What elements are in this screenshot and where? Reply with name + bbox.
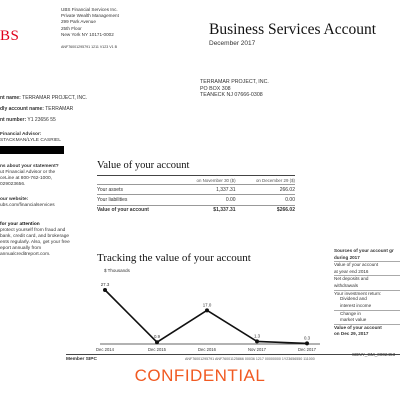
total-value-november: $1,337.31: [213, 207, 236, 214]
x-tick-label: Dec 2017: [298, 347, 316, 352]
questions-line: ut Financial Advisor or the: [0, 170, 56, 175]
changes-foot: Value of your account: [334, 324, 382, 330]
changes-row: Your investment return:: [334, 290, 382, 296]
data-point: [255, 339, 259, 343]
chart-marks: [96, 282, 317, 352]
changes-indent-row: Change in: [340, 310, 361, 316]
attention-line: ents regularly. Also, get your free: [0, 240, 70, 245]
account-info: [0, 95, 87, 128]
account-name-row: [0, 95, 87, 106]
questions-line: 029023656.: [0, 182, 26, 187]
member-sipc: Member SIPC: [66, 357, 97, 362]
attention-block: [0, 222, 70, 258]
data-point: [205, 308, 209, 312]
sender-line: New York NY 10171-0002: [61, 31, 114, 37]
ubs-logo: BS: [0, 28, 20, 44]
friendly-name-row: [0, 106, 87, 117]
website-title: our website:: [0, 197, 29, 202]
tracking-section-title: Tracking the value of your account: [97, 252, 251, 264]
recipient-line: PO BOX 308: [200, 85, 231, 92]
account-number-row: [0, 117, 87, 128]
account-name-label: nt name:: [0, 95, 21, 101]
friendly-name-value: TERRAMAR: [45, 106, 74, 112]
redaction-bar: [0, 146, 64, 154]
confidential-stamp: CONFIDENTIAL: [134, 366, 266, 385]
changes-foot: on Dec 29, 2017: [334, 330, 369, 336]
table-row: [97, 185, 295, 195]
attention-title: for your attention: [0, 222, 40, 227]
recipient-address: [200, 79, 269, 99]
questions-block: [0, 164, 59, 188]
changes-indent-row: market value: [334, 316, 400, 324]
advisor-title: Financial Advisor:: [0, 132, 42, 137]
data-point: [305, 341, 309, 345]
row-value-december: 266.02: [236, 185, 295, 195]
advisor-block: [0, 132, 61, 144]
account-name-value: TERRAMAR PROJECT, INC.: [22, 95, 88, 101]
value-table: [97, 176, 295, 215]
total-label: Value of your account: [97, 207, 149, 214]
data-label: 0.9: [153, 334, 161, 340]
data-point: [155, 340, 159, 344]
table-total-row: [97, 205, 295, 215]
tracking-line-chart: [95, 266, 325, 356]
chart-unit-label: $ Thousands: [104, 268, 130, 273]
changes-row: Value of your account: [334, 262, 379, 268]
attention-line: eport annually from: [0, 246, 42, 251]
data-label: 27.3: [100, 282, 110, 287]
attention-line: bank, credit card, and brokerage: [0, 234, 70, 239]
attention-line: annualcreditreport.com.: [0, 252, 51, 257]
website-link[interactable]: ubs.com/financialservices: [0, 203, 55, 208]
account-number-value: Y1 23656 55: [27, 117, 56, 123]
x-tick-label: Dec 2015: [148, 347, 166, 352]
footer-rule: [66, 354, 400, 355]
sender-line: Private Wealth Management: [61, 13, 119, 19]
recipient-line: TERRAMAR PROJECT, INC.: [200, 79, 269, 85]
row-value-november: 0.00: [176, 195, 235, 205]
bates-number: SDNY_GM_0002453: [352, 352, 396, 357]
row-label: Your assets: [97, 185, 176, 195]
sender-line: 25th Floor: [61, 25, 82, 31]
recipient-line: TEANECK NJ 07666-0308: [200, 92, 263, 99]
x-tick-label: Dec 2016: [198, 347, 216, 352]
header-col-november: on November 30 ($): [176, 176, 235, 185]
sender-line: UBS Financial Services Inc.: [61, 7, 118, 12]
changes-row: Net deposits and: [334, 276, 369, 282]
changes-indent-row: interest income: [334, 302, 400, 310]
data-label: 1.3: [253, 333, 261, 339]
questions-line: ceLine at 800-762-1000,: [0, 176, 53, 181]
sender-line: 299 Park Avenue: [61, 19, 96, 25]
advisor-name: STACKMAN/LYLE CASRIEL: [0, 138, 61, 143]
attention-line: protect yourself from fraud and: [0, 228, 66, 233]
header-blank: [97, 176, 176, 185]
value-section-title: Value of your account: [97, 160, 190, 171]
changes-row: at year end 2016: [334, 268, 400, 276]
account-changes-panel: [334, 248, 400, 336]
series-line: [105, 290, 307, 343]
footer-barcode-text: ANF76001295791 ANF76001125866 00036 1217 00000000 1Y23656550 111000: [185, 357, 315, 361]
statement-date: December 2017: [209, 40, 256, 47]
total-value-december: $266.02: [276, 207, 295, 214]
table-row: [97, 195, 295, 205]
changes-head: Sources of your account gr: [334, 248, 394, 253]
row-label: Your liabilities: [97, 195, 176, 205]
statement-title: Business Services Account: [209, 21, 377, 38]
row-value-december: 0.00: [236, 195, 295, 205]
table-header-row: [97, 176, 295, 185]
data-point: [103, 288, 107, 292]
changes-head: during 2017: [334, 254, 400, 262]
questions-title: ns about your statement?: [0, 164, 59, 169]
sender-address: [61, 7, 119, 50]
data-label: 0.3: [303, 335, 311, 341]
row-value-november: 1,337.31: [176, 185, 235, 195]
header-col-december: on December 29 ($): [236, 176, 295, 185]
changes-indent-row: Dividend and: [340, 296, 367, 302]
data-label: 17.0: [202, 302, 212, 308]
website-block: [0, 197, 55, 209]
x-tick-label: Nov 2017: [248, 347, 266, 352]
account-number-label: nt number:: [0, 117, 27, 123]
x-tick-label: Dec 2014: [96, 347, 114, 352]
sender-code: ANF76001295791 1211 V123 V1 B: [61, 45, 118, 50]
changes-row: withdrawals: [334, 282, 400, 290]
friendly-name-label: dly account name:: [0, 106, 44, 112]
